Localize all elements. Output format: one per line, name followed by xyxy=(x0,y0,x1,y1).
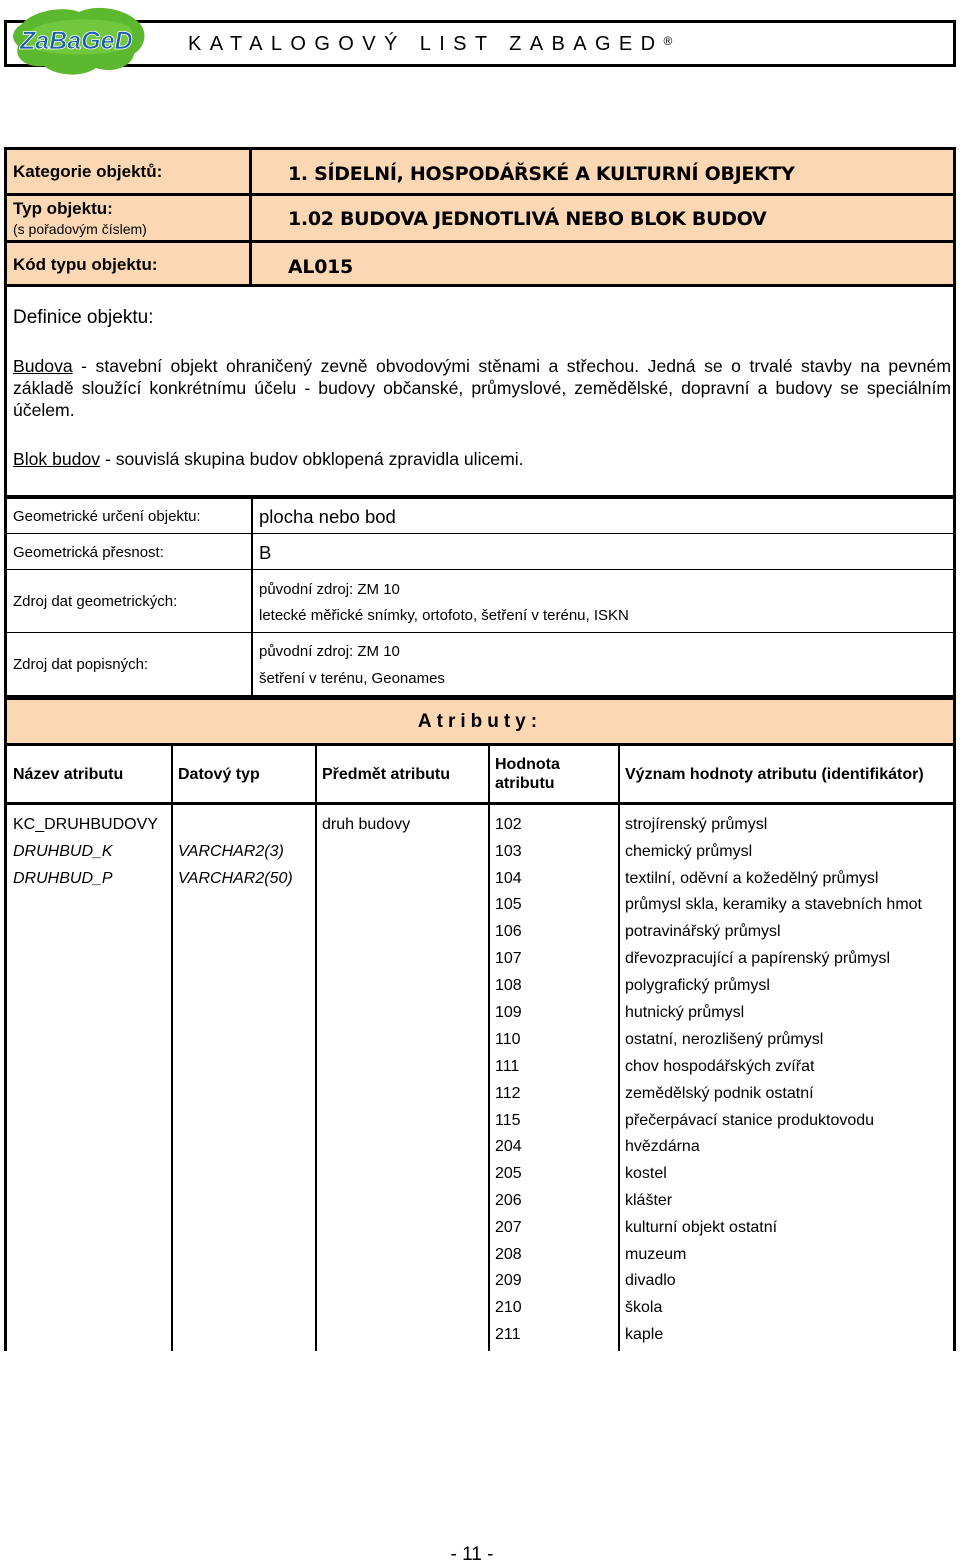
value-code: 108 xyxy=(495,977,522,994)
value-meaning: polygrafický průmysl xyxy=(625,977,770,994)
value-code: 205 xyxy=(495,1165,522,1182)
column-divider xyxy=(618,805,620,1351)
code-label: Kód typu objektu: xyxy=(13,255,158,274)
value-meaning: zemědělský podnik ostatní xyxy=(625,1085,814,1102)
logo-text: ZaBaGeD xyxy=(20,27,133,55)
attribute-column-headers xyxy=(4,745,956,805)
value-meaning: klášter xyxy=(625,1192,673,1209)
value-meaning: strojírenský průmysl xyxy=(625,816,768,833)
col-header-value-line1: Hodnota xyxy=(495,756,560,773)
code-value: AL015 xyxy=(288,256,353,278)
value-code: 210 xyxy=(495,1299,522,1316)
value-code: 204 xyxy=(495,1138,522,1155)
geometry-value: plocha nebo bod xyxy=(259,506,396,527)
definition-box xyxy=(4,287,956,498)
geo-source-line2: letecké měřické snímky, ortofoto, šetření v terénu, ISKN xyxy=(259,607,629,624)
divider xyxy=(7,240,953,243)
column-divider xyxy=(488,745,490,802)
type-sublabel: (s pořadovým číslem) xyxy=(13,221,147,237)
desc-source-label: Zdroj dat popisných: xyxy=(13,656,149,673)
geometry-table xyxy=(4,497,956,697)
value-code: 110 xyxy=(495,1031,521,1048)
attributes-title: Atributy: xyxy=(417,711,543,732)
value-meaning: kulturní objekt ostatní xyxy=(625,1219,778,1236)
type-value: 1.02 BUDOVA JEDNOTLIVÁ NEBO BLOK BUDOV xyxy=(288,208,767,230)
value-code: 103 xyxy=(495,843,522,860)
value-code: 102 xyxy=(495,816,522,833)
type-label: Typ objektu: xyxy=(13,199,113,218)
col-header-type: Datový typ xyxy=(178,766,260,783)
divider xyxy=(7,533,953,534)
col-header-subject: Předmět atributu xyxy=(322,766,451,783)
column-divider xyxy=(251,497,253,697)
value-code: 112 xyxy=(495,1085,521,1102)
divider xyxy=(7,193,953,196)
term-budova: Budova xyxy=(13,356,73,376)
divider xyxy=(7,569,953,570)
desc-source-line2: šetření v terénu, Geonames xyxy=(259,670,445,687)
col-header-value-line2: atributu xyxy=(495,775,555,792)
value-meaning: škola xyxy=(625,1299,663,1316)
attr-subject: druh budovy xyxy=(322,816,411,833)
col-header-name: Název atributu xyxy=(13,766,124,783)
attr-type: VARCHAR2(50) xyxy=(178,870,293,887)
precision-label: Geometrická přesnost: xyxy=(13,544,164,561)
precision-value: B xyxy=(259,542,272,563)
attributes-bar xyxy=(4,697,956,746)
col-header-meaning: Význam hodnoty atributu (identifikátor) xyxy=(625,766,924,783)
registered-mark: ® xyxy=(663,34,673,48)
value-code: 107 xyxy=(495,950,522,967)
geometry-label: Geometrické určení objektu: xyxy=(13,508,201,525)
page-number: - 11 - xyxy=(450,1544,494,1565)
value-code: 209 xyxy=(495,1272,522,1289)
geo-source-line1: původní zdroj: ZM 10 xyxy=(259,581,400,598)
value-meaning: divadlo xyxy=(625,1272,676,1289)
divider xyxy=(7,497,953,499)
column-divider xyxy=(171,805,173,1351)
attribute-data xyxy=(4,805,956,1351)
attr-name: DRUHBUD_P xyxy=(13,870,113,887)
value-code: 104 xyxy=(495,870,522,887)
divider xyxy=(7,632,953,633)
column-divider xyxy=(315,805,317,1351)
value-meaning: kostel xyxy=(625,1165,667,1182)
value-code: 206 xyxy=(495,1192,522,1209)
desc-source-line1: původní zdroj: ZM 10 xyxy=(259,643,400,660)
value-code: 106 xyxy=(495,923,522,940)
column-divider xyxy=(488,805,490,1351)
value-meaning: přečerpávací stanice produktovodu xyxy=(625,1112,875,1129)
geo-source-label: Zdroj dat geometrických: xyxy=(13,593,178,610)
column-divider xyxy=(618,745,620,802)
definition-text: Budova - stavební objekt ohraničený zevně obvodovými stěnami a střechou. Jedná se o trvalé stavby na pevném základě sloužící konkrétnímu účelu - budovy občanské, průmyslové, zemědělské, dopravní a budovy se speciálním účelem. xyxy=(13,356,951,420)
value-meaning: hvězdárna xyxy=(625,1138,700,1155)
attr-type: VARCHAR2(3) xyxy=(178,843,284,860)
column-divider xyxy=(315,745,317,802)
value-meaning: průmysl skla, keramiky a stavebních hmot xyxy=(625,896,922,913)
zabaged-logo xyxy=(4,2,154,80)
term-blok-budov: Blok budov xyxy=(13,449,101,469)
value-code: 207 xyxy=(495,1219,522,1236)
value-meaning: hutnický průmysl xyxy=(625,1004,745,1021)
value-code: 115 xyxy=(495,1112,521,1129)
value-meaning: chov hospodářských zvířat xyxy=(625,1058,815,1075)
value-code: 111 xyxy=(495,1058,520,1075)
value-meaning: muzeum xyxy=(625,1246,687,1263)
category-value: 1. SÍDELNÍ, HOSPODÁŘSKÉ A KULTURNÍ OBJEKTY xyxy=(288,163,795,185)
value-code: 208 xyxy=(495,1246,522,1263)
attr-name: DRUHBUD_K xyxy=(13,843,113,860)
value-meaning: textilní, oděvní a kožedělný průmysl xyxy=(625,870,879,887)
value-meaning: kaple xyxy=(625,1326,664,1343)
value-meaning: ostatní, nerozlišený průmysl xyxy=(625,1031,824,1048)
column-divider xyxy=(171,745,173,802)
value-meaning: dřevozpracující a papírenský průmysl xyxy=(625,950,890,967)
definition-title: Definice objektu: xyxy=(13,307,154,328)
header-title: KATALOGOVÝ LIST ZABAGED® xyxy=(188,33,673,55)
value-code: 105 xyxy=(495,896,522,913)
definition-text-blok: Blok budov - souvislá skupina budov obklopená zpravidla ulicemi. xyxy=(13,449,524,469)
attr-name: KC_DRUHBUDOVY xyxy=(13,816,158,833)
value-meaning: potravinářský průmysl xyxy=(625,923,781,940)
category-label: Kategorie objektů: xyxy=(13,162,163,181)
category-box xyxy=(4,147,956,287)
value-meaning: chemický průmysl xyxy=(625,843,753,860)
value-code: 211 xyxy=(495,1326,521,1343)
value-code: 109 xyxy=(495,1004,522,1021)
